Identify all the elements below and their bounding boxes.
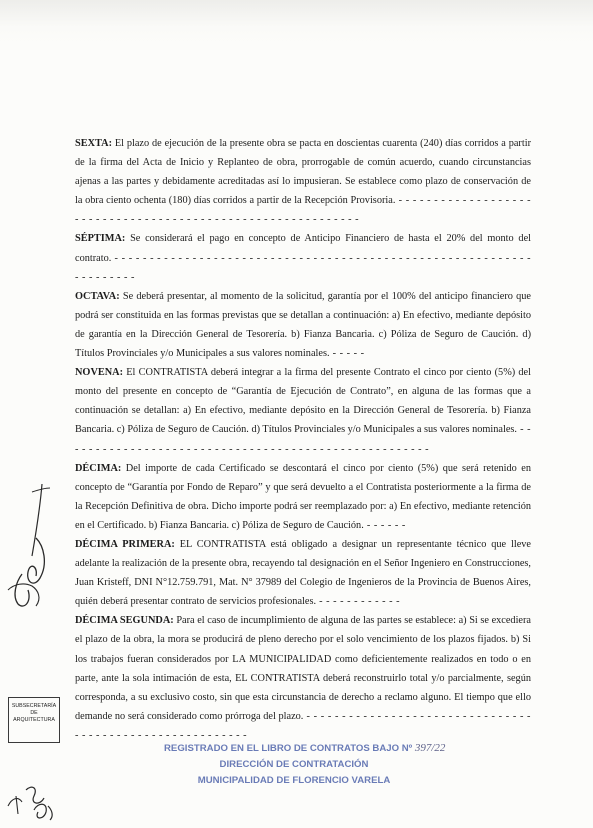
clause-text: Se considerará el pago en concepto de Anticipo Financiero de hasta el 20% del monto del contrato. (75, 233, 531, 264)
contract-clauses (75, 134, 531, 745)
stamp-line: DE (30, 710, 38, 716)
registry-municipality: MUNICIPALIDAD DE FLORENCIO VARELA (197, 775, 391, 786)
clause-decima-primera (75, 535, 531, 611)
clause-text: Del importe de cada Certificado se descontará el cinco por ciento (5%) que será retenido en concepto de “Garantía por Fondo de Reparo” y que será devuelto a el Contratista posteriormente a la firma de la Recepción Definitiva de obra. Dicho importe podrá ser reemplazado por: a) En efectivo, mediante retención en el Certificado. b) Fianza Bancaria. c) Póliza de Seguro de Caución. (75, 462, 531, 531)
clause-filler-dashes: - - - - - - - - - - - - - - - - - - - - - - - - - - - - - - - - - - - - - - - - - - - - - - - - - - - - - - - - - - - - - - - - - - - - (75, 252, 531, 283)
clause-text: Para el caso de incumplimiento de alguna de las partes se establece: a) Si se excediera el plazo de la obra, la mora se producirá de pleno derecho por el solo vencimiento de los plazos fijados. b) Si los trabajos fueran considerados por LA MUNICIPALIDAD como deficientemente realizados en todo o en parte, ante la sola intimación de esta, EL CONTRATISTA deberá reconstruirlo total y/o parcialmente, según corresponda, a su exclusivo costo, sin que esta circunstancia de derecho a reclamo alguno. El tiempo que ello demande no será considerado como prórroga del plazo. (75, 615, 532, 722)
clause-heading: SÉPTIMA: (75, 233, 126, 245)
clause-filler-dashes: - - - - - - - - - - - - - - - - - - - - - - - - - - - - - - - - - - - - - - - - - - - - - - - - - - - - - - - - - - - - (75, 195, 531, 226)
clause-heading: DÉCIMA: (75, 462, 122, 474)
clause-text: EL CONTRATISTA está obligado a designar un representante técnico que lleve adelante la realización de la presente obra, recayendo tal designación en el Señor Ingeniero en Construcciones, Juan Kristeff, DNI N°12.759.791, Mat. N° 37989 del Colegio de Ingenieros de la Provincia de Buenos Aires, quién deberá presentar contrato de servicios profesionales. (75, 538, 532, 608)
margin-signature (2, 478, 64, 618)
registry-number: 397 (414, 742, 432, 754)
scan-edge-shadow (0, 0, 593, 46)
architecture-office-stamp (8, 697, 60, 743)
stamp-line: ARQUITECTURA (13, 717, 55, 723)
registry-caption: REGISTRADO EN EL LIBRO DE CONTRATOS BAJO Nº (164, 743, 413, 754)
stamp-line: SUBSECRETARÍA (11, 703, 57, 709)
clause-novena (75, 363, 531, 458)
contract-registry-stamp (164, 740, 446, 789)
clause-filler-dashes: - - - - - - (363, 519, 406, 531)
clause-heading: NOVENA: (75, 367, 124, 379)
clause-heading: OCTAVA: (75, 290, 120, 302)
registry-line: REGISTRADO EN EL LIBRO DE CONTRATOS BAJO Nº 397/22 (164, 742, 446, 754)
clause-heading: DÉCIMA PRIMERA: (75, 538, 175, 550)
folio-initials (4, 776, 64, 824)
registry-office: DIRECCIÓN DE CONTRATACIÓN (219, 759, 369, 770)
clause-septima (75, 229, 531, 286)
clause-octava (75, 287, 531, 363)
clause-decima (75, 459, 531, 535)
clause-text: Se deberá presentar, al momento de la solicitud, garantía por el 100% del anticipo financiero que podrá ser constituida en las formas previstas que se detallan a continuación: a) En efectivo, mediante depósito de garantía en la Dirección General de Tesorería. b) Fianza Bancaria. c) Póliza de Seguro de Caución. d) Títulos Provinciales y/o Municipales a sus valores nominales. (75, 290, 531, 360)
clause-heading: SEXTA: (75, 138, 112, 149)
clause-filler-dashes: - - - - - (329, 348, 365, 360)
clause-text: El CONTRATISTA deberá integrar a la firma del presente Contrato el cinco por ciento (5%) del monto del presente en concepto de “Garantía de Ejecución de Contrato”, en alguna de las formas que a continuación se detallan: a) En efectivo, mediante depósito en la Dirección General de Tesorería. b) Fianza Bancaria. c) Póliza de Seguro de Caución. d) Títulos Provinciales y/o Municipales a sus valores nominales. (75, 367, 531, 436)
clause-filler-dashes: - - - - - - - - - - - - - - - - - - - - - - - - - - - - - - - - - - - - - - - - - - - - - - - - - - - - - (75, 424, 531, 455)
clause-text: El plazo de ejecución de la presente obra se pacta en doscientas cuarenta (240) días corridos a partir de la firma del Acta de Inicio y Replanteo de obra, prorrogable de común acuerdo, cuando circunstancias ajenas a las partes y debidamente acreditadas así lo impusieran. Se establece como plazo de conservación de la obra ciento ochenta (180) días corridos a partir de la Recepción Provisoria. (75, 138, 531, 207)
clause-heading: DÉCIMA SEGUNDA: (75, 615, 174, 627)
registry-year: 22 (434, 742, 446, 754)
clause-sexta (75, 134, 531, 229)
clause-filler-dashes: - - - - - - - - - - - - - - - - - - - - - - - - - - - - - - - - - - - - - - - - - - - - - - - - - - - - - - - - - (75, 710, 531, 741)
clause-filler-dashes: - - - - - - - - - - - - (316, 596, 401, 608)
clause-decima-segunda (75, 611, 531, 745)
